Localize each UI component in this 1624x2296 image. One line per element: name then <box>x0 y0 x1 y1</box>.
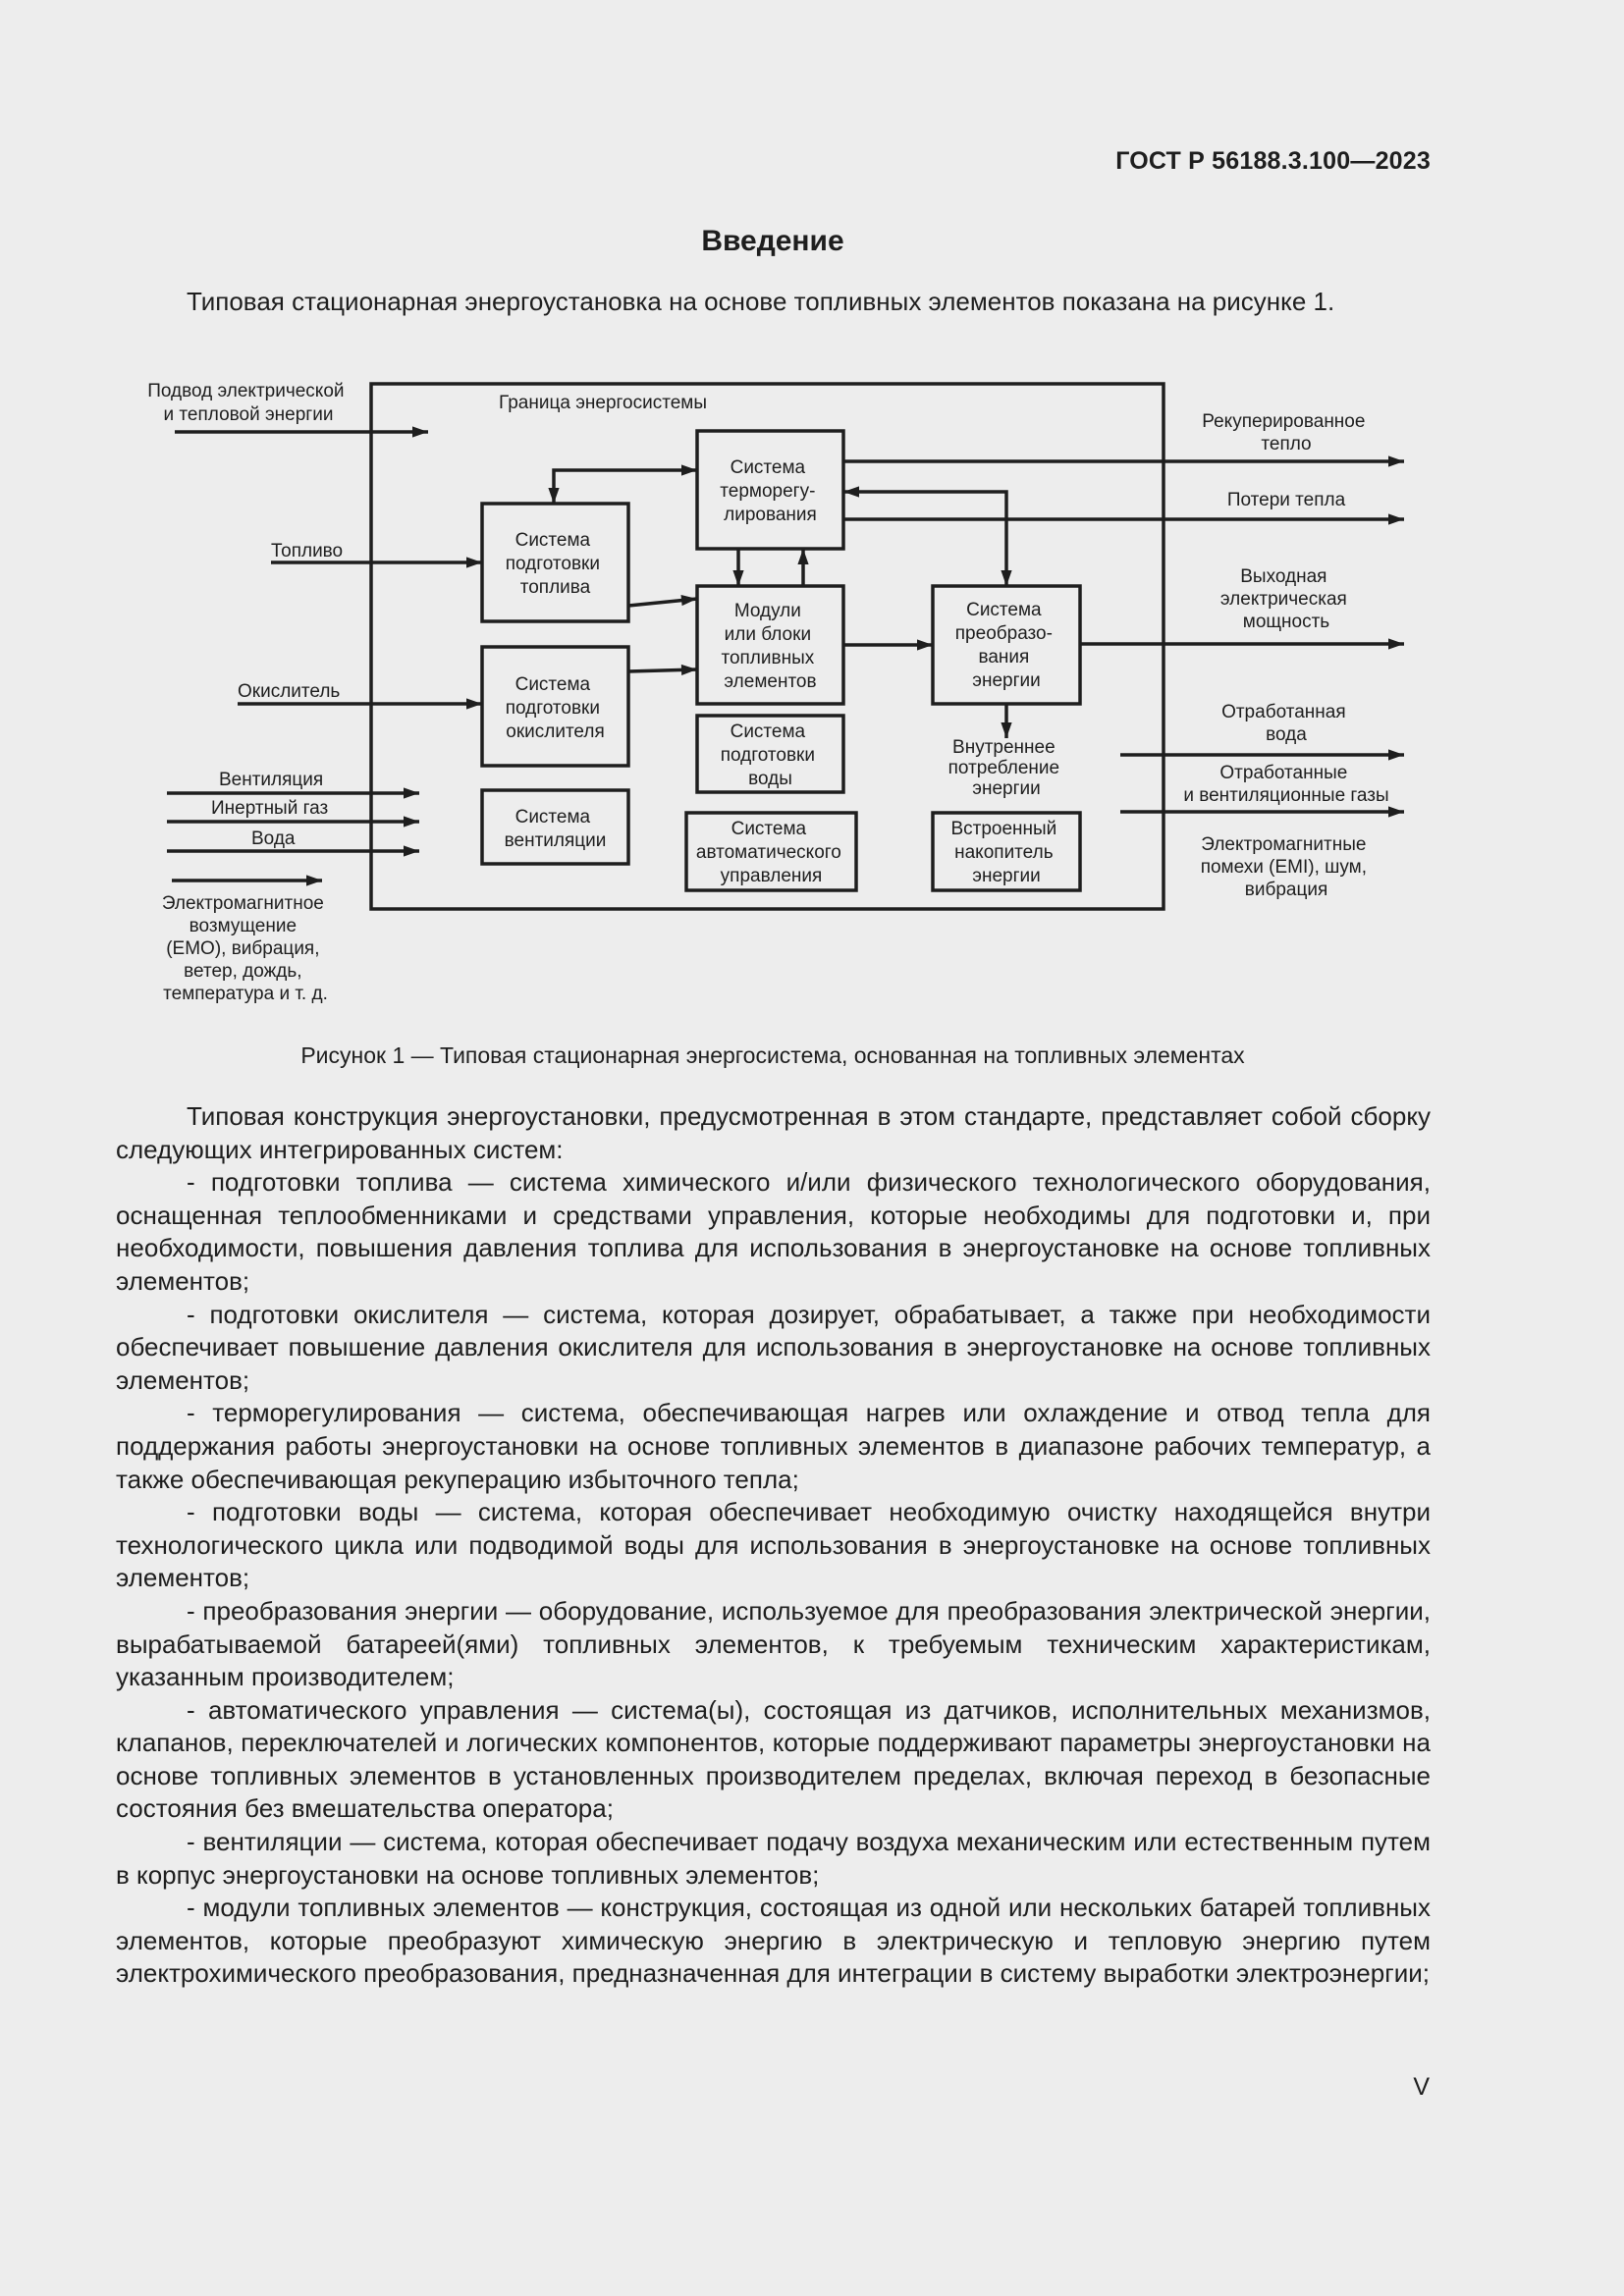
list-item: - автоматического управления — система(ы), состоящая из датчиков, исполнительных механизмов, клапанов, переключателей и логических компонентов, которые поддерживают параметры энергоустановки на основе топливных элементов в установленных производителем пределах, включая переход в безопасные состояния без вмешательства оператора; <box>116 1694 1431 1824</box>
block-oxidant-prep-label: Система подготовки окислителя <box>505 674 605 742</box>
boundary-label: Граница энергосистемы <box>499 393 707 413</box>
arrow-fuel-prep-thermal <box>554 470 697 504</box>
input-water-label: Вода <box>251 828 296 849</box>
arrow-fuel-to-modules <box>628 599 697 606</box>
input-emd-label: Электромагнитное возмущение (ЕМО), вибрация, ветер, дождь, температура и т. д. <box>161 893 328 1004</box>
output-waste-water-label: Отработанная вода <box>1221 702 1346 745</box>
figure-caption: Рисунок 1 — Типовая стационарная энергосистема, основанная на топливных элементах <box>300 1042 1245 1068</box>
arrow-thermal-power-conv <box>843 492 1006 586</box>
list-item: - подготовки окислителя — система, которая дозирует, обрабатывает, а также при необходимости обеспечивает повышение давления окислителя для использования в энергоустановке на основе топливных элементов; <box>116 1299 1431 1395</box>
list-item: - терморегулирования — система, обеспечивающая нагрев или охлаждение и отвод тепла для поддержания работы энергоустановки на основе топливных элементов в диапазоне рабочих температур, а также обеспечивающая рекуперацию избыточного тепла; <box>116 1398 1431 1494</box>
block-fc-modules-label: Модули или блоки топливных элементов <box>721 601 817 692</box>
intro-text: Типовая стационарная энергоустановка на основе топливных элементов показана на рисунке 1. <box>187 287 1335 316</box>
list-item: - преобразования энергии — оборудование, используемое для преобразования электрической энергии, вырабатываемой батареей(ями) топливных элементов, к требуемым техническим характеристикам, указанным производителем; <box>116 1595 1431 1692</box>
input-inert-gas-label: Инертный газ <box>211 798 329 819</box>
list-item: - подготовки воды — система, которая обеспечивает необходимую очистку находящейся внутри технологического цикла или подводимой воды для использования в энергоустановке на основе топливных элементов; <box>116 1497 1431 1593</box>
internal-consumption-label: Внутреннее потребление энергии <box>947 737 1060 799</box>
output-emi-label: Электромагнитные помехи (EMI), шум, вибрация <box>1200 834 1368 900</box>
output-exhaust-label: Отработанные и вентиляционные газы <box>1183 763 1389 806</box>
output-recovered-heat-label: Рекуперированное тепло <box>1202 411 1366 454</box>
list-item: - вентиляции — система, которая обеспечивает подачу воздуха механическим или естественным путем в корпус энергоустановки на основе топливных элементов; <box>116 1827 1431 1890</box>
output-heat-loss-label: Потери тепла <box>1226 490 1346 510</box>
section-title: Введение <box>701 225 844 257</box>
block-power-conv-label: Система преобразо- вания энергии <box>954 600 1053 691</box>
block-thermal-label: Система терморегу- лирования <box>720 457 817 525</box>
block-fuel-prep-label: Система подготовки топлива <box>505 530 600 598</box>
body-text <box>116 1100 1431 1991</box>
document-code: ГОСТ Р 56188.3.100—2023 <box>1115 147 1431 175</box>
fuel-cell-system-diagram <box>0 0 1624 1041</box>
block-ventilation-label: Система вентиляции <box>504 807 607 851</box>
list-item: - подготовки топлива — система химического и/или физического технологического оборудования, оснащенная теплообменниками и средствами управления, которые необходимы для подготовки и, при необходимости, повышения давления топлива для использования в энергоустановке на основе топливных элементов; <box>116 1167 1431 1296</box>
input-power-heat-label: Подвод электрической и тепловой энергии <box>147 381 345 425</box>
input-ventilation-label: Вентиляция <box>219 770 324 790</box>
page-number: V <box>1413 2073 1430 2101</box>
output-electric-power-label: Выходная электрическая мощность <box>1219 566 1347 632</box>
input-fuel-label: Топливо <box>271 541 344 561</box>
block-water-prep-label: Система подготовки воды <box>720 721 815 789</box>
input-oxidant-label: Окислитель <box>238 681 341 702</box>
arrow-oxidant-to-modules <box>628 669 697 671</box>
paragraph: Типовая конструкция энергоустановки, предусмотренная в этом стандарте, представляет собой сборку следующих интегрированных систем: <box>116 1101 1431 1164</box>
list-item: - модули топливных элементов — конструкция, состоящая из одной или нескольких батарей топливных элементов, которые преобразуют химическую энергию в электрическую и тепловую энергию путем электрохимического преобразования, предназначенная для интеграции в систему выработки электроэнергии; <box>116 1893 1431 1989</box>
block-auto-control-label: Система автоматического управления <box>695 819 841 886</box>
block-storage-label: Встроенный накопитель энергии <box>950 819 1057 886</box>
